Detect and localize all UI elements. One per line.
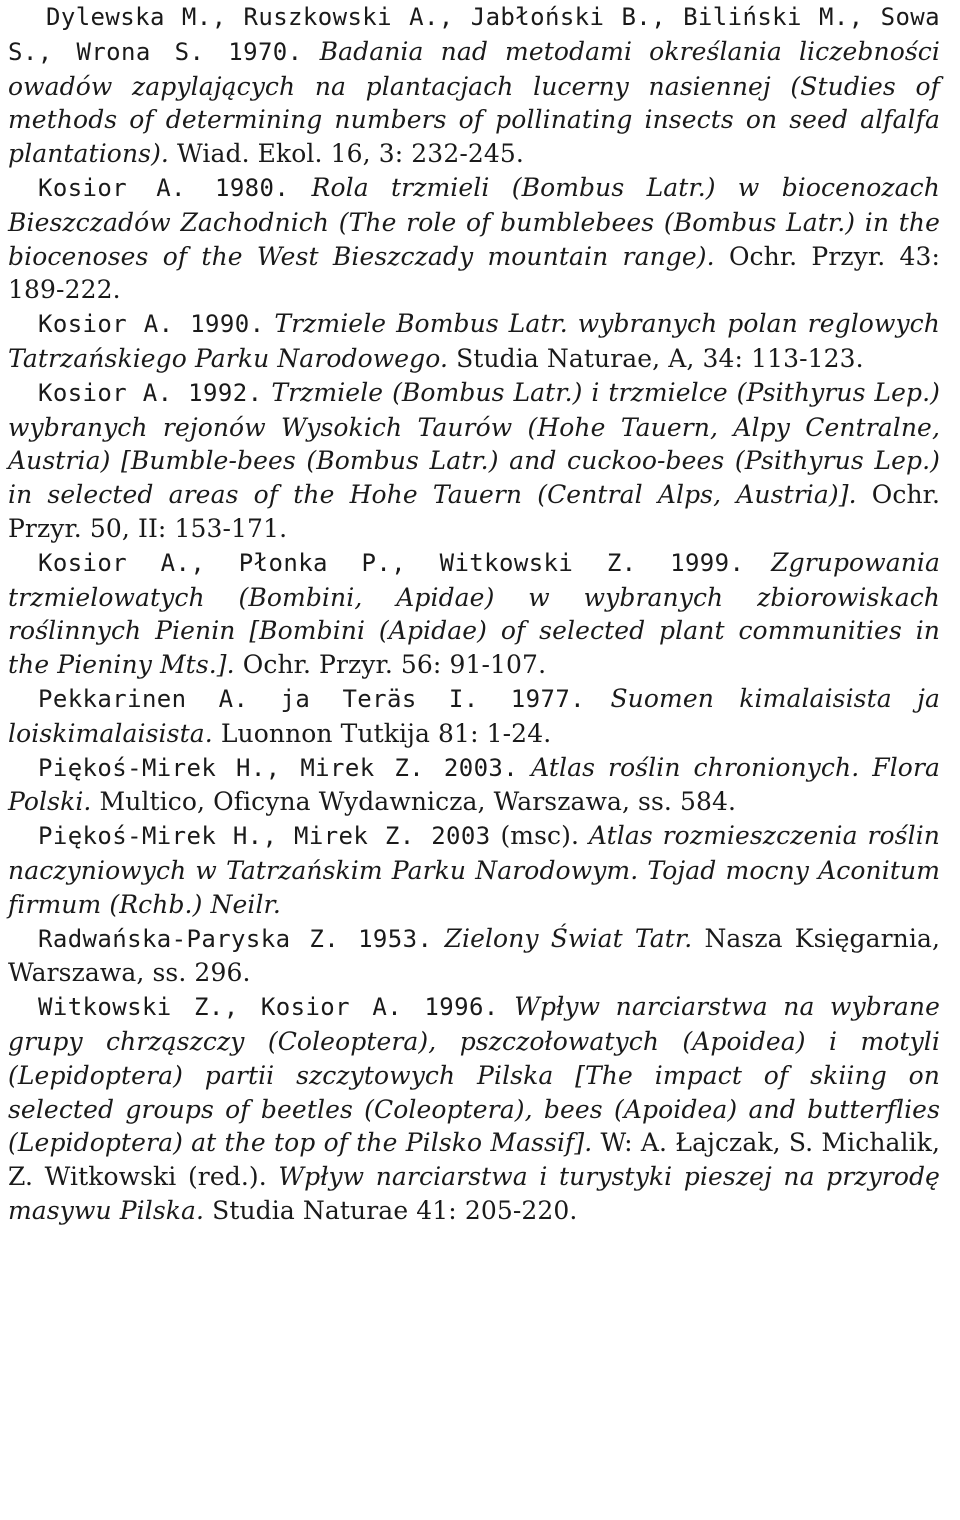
reference-entry (8, 819, 940, 921)
reference-authors: Piękoś-Mirek H., Mirek Z. 2003 (38, 822, 491, 851)
reference-source: Luonnon Tutkija 81: 1-24. (220, 718, 552, 748)
reference-entry (8, 0, 940, 171)
reference-authors: Pekkarinen A. ja Teräs I. 1977. (38, 684, 586, 713)
reference-source: W: A. Łajczak, S. Michalik, Z. Witkowski (red.). (8, 1128, 941, 1192)
reference-source: Nasza Księgarnia, Warszawa, ss. 296. (8, 923, 941, 988)
reference-authors: Witkowski Z., Kosior A. 1996. (38, 993, 499, 1022)
reference-entry (8, 307, 940, 376)
reference-entry (8, 376, 940, 546)
reference-source: Multico, Oficyna Wydawnicza, Warszawa, ss. 584. (99, 787, 737, 817)
reference-authors: Kosior A. 1992. (38, 378, 263, 407)
reference-list (8, 0, 940, 1228)
reference-title: Zgrupowania trzmielowatych (Bombini, Apidae) w wybranych zbiorowiskach roślinnych Pienin [Bombini (Apidae) of selected plant communities in the Pieniny Mts.]. (8, 547, 941, 680)
reference-authors: Kosior A. 1980. (38, 173, 290, 202)
reference-source: Ochr. Przyr. 50, II: 153-171. (8, 480, 941, 543)
reference-title-book: Wpływ narciarstwa i turystyki pieszej na przyrodę masywu Pilska. (8, 1162, 940, 1225)
reference-entry (8, 751, 940, 820)
reference-source: Ochr. Przyr. 43: 189-222. (8, 241, 941, 305)
reference-title: Zielony Świat Tatr. (444, 923, 693, 953)
reference-title: Wpływ narciarstwa na wybrane grupy chrząszczy (Coleoptera), pszczołowatych (Apoidea) i motyli (Lepidoptera) partii szczytowych Pilska [The impact of skiing on selected groups of beetles (Coleoptera), bees (Apoidea) and butterflies (Lepidoptera) at the top of the Pilsko Massif]. (8, 992, 940, 1158)
reference-source: (msc). (500, 821, 580, 851)
reference-title: Trzmiele (Bombus Latr.) i trzmielce (Psithyrus Lep.) wybranych rejonów Wysokich Taurów (Hohe Tauern, Alpy Centralne, Austria) [Bumble-bees (Bombus Latr.) and cuckoo-bees (Psithyrus Lep.) in selected areas of the Hohe Tauern (Central Alps, Austria)]. (8, 377, 941, 510)
reference-entry (8, 171, 940, 307)
reference-source: Ochr. Przyr. 56: 91-107. (242, 650, 547, 680)
reference-authors: Radwańska-Paryska Z. 1953. (38, 924, 433, 953)
reference-title: Atlas roślin chronionych. Flora Polski. (8, 752, 941, 817)
reference-title: Rola trzmieli (Bombus Latr.) w biocenozach Bieszczadów Zachodnich (The role of bumblebees (Bombus Latr.) in the biocenoses of the West Bieszczady mountain range). (8, 172, 940, 271)
reference-entry (8, 546, 940, 682)
reference-source: Wiad. Ekol. 16, 3: 232-245. (177, 139, 524, 169)
reference-entry (8, 990, 940, 1228)
reference-authors: Dylewska M., Ruszkowski A., Jabłoński B., Biliński M., Sowa S., Wrona S. 1970. (8, 3, 940, 66)
reference-source: Studia Naturae, A, 34: 113-123. (456, 343, 864, 373)
reference-title: Trzmiele Bombus Latr. wybranych polan reglowych Tatrzańskiego Parku Narodowego. (8, 309, 940, 373)
reference-title: Atlas rozmieszczenia roślin naczyniowych w Tatrzańskim Parku Narodowym. Tojad mocny Aconitum firmum (Rchb.) Neilr. (8, 821, 941, 919)
reference-authors: Kosior A. 1990. (38, 310, 265, 339)
reference-title: Suomen kimalaisista ja loiskimalaisista. (8, 683, 941, 748)
reference-entry (8, 682, 940, 751)
reference-entry (8, 922, 940, 991)
reference-authors: Kosior A., Płonka P., Witkowski Z. 1999. (38, 548, 745, 577)
reference-source-book: Studia Naturae 41: 205-220. (212, 1195, 578, 1225)
reference-authors: Piękoś-Mirek H., Mirek Z. 2003. (38, 753, 519, 782)
reference-title: Badania nad metodami określania liczebności owadów zapylających na plantacjach lucerny nasiennej (Studies of methods of determining numbers of pollinating insects on seed alfalfa plantations). (8, 36, 941, 169)
